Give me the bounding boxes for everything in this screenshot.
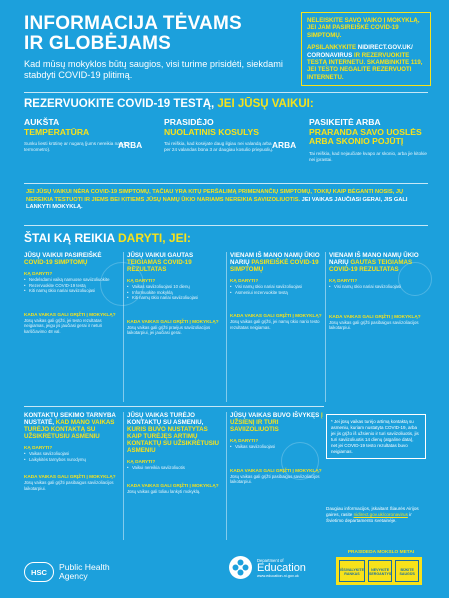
- list-item: • Laikykitės tarnybos nurodymų: [24, 457, 120, 463]
- list-item: • Visi namų ūkio nariai saviizoliuojasi: [329, 284, 425, 290]
- scenario-heading: [230, 412, 326, 433]
- scenario-travel: [230, 412, 326, 485]
- return-text: Jūsų vaikas gali grįžti pasibaigus saviizoliacijos laikotarpiui.: [329, 319, 419, 331]
- scenario-child-positive: [127, 252, 223, 336]
- title-line2: IR GLOBĖJAMS: [24, 33, 172, 54]
- note-text-highlight: JEI VAIKAS JAUČIASI GERAI, JIS GALI LANKYTI MOKYKLĄ.: [26, 196, 408, 211]
- page-subtitle: Kad mūsų mokyklos būtų saugios, visi turime prisidėti, siekdami stabdyti COVID-19 plitimą.: [24, 59, 283, 80]
- what-to-do-label: KĄ DARYTI?: [24, 445, 53, 450]
- back-to-school-badge: [336, 557, 422, 585]
- heading-white: JŪSŲ VAIKUI PASIREIŠKĖ: [24, 252, 102, 259]
- scenario-heading: [230, 252, 326, 273]
- column-divider: [226, 412, 227, 540]
- what-to-do-label: KĄ DARYTI?: [329, 278, 358, 283]
- list-item: • Kiti namų ūkio nariai saviizoliuojasi: [127, 295, 223, 301]
- hsc-name-line1: Public Health: [59, 561, 110, 572]
- heading-yellow: Į UŽSIENĮ IR TURI SAVIIZOLIUOTIS: [230, 412, 323, 433]
- return-text: Jūsų vaikas gali grįžti, jei testo rezultatas neigiamas, jeigu jis jaučiasi gerai ir neturi karščiavimo 48 val.: [24, 317, 103, 334]
- scenario-heading: [127, 412, 223, 454]
- list-item: • Asmeniui rezervuokite testą: [230, 290, 326, 296]
- heading-yellow: TEIGIAMAS COVID-19 REZULTATAS: [127, 259, 192, 273]
- symptom-description: Tai reiškia, kad nejaučiate kvapo ar skonio, arba jie kitokie nei įprastai.: [309, 150, 427, 162]
- list-item: • Vaikas saviizoliuojasi: [230, 444, 326, 450]
- column-divider: [325, 252, 326, 402]
- doe-website[interactable]: www.education-ni.gov.uk: [257, 573, 299, 578]
- doe-small-text: Department of: [257, 557, 284, 563]
- what-to-do-label: KĄ DARYTI?: [127, 278, 156, 283]
- actions-title: [24, 232, 434, 245]
- list-item: • Vaikui nereikia saviizoliuotis: [127, 465, 223, 471]
- return-label: KADA VAIKAS GALI GRĮŽTI Į MOKYKLĄ?: [230, 313, 322, 319]
- more-info-text: Daugiau informacijos, įskaitant Šiaurės Airijos gaires, rasite: [326, 506, 419, 517]
- hsc-name: [59, 563, 110, 582]
- list-item: • Kiti namų ūkio nariai saviizoliuojasi: [24, 288, 120, 294]
- scenario-contact-of-contact: [127, 412, 223, 494]
- list-item: • Informuokite mokyklą: [127, 290, 223, 296]
- flax-flower-icon: [229, 556, 252, 579]
- heading-yellow: PASIREIŠKĖ COVID-19 SIMPTOMŲ: [230, 259, 319, 273]
- more-info: [326, 506, 430, 524]
- scenario-heading: [127, 252, 223, 273]
- booking-title: [24, 98, 434, 111]
- hsc-name-line2: Agency: [59, 571, 88, 581]
- return-label: KADA VAIKAS GALI GRĮŽTI Į MOKYKLĄ?: [24, 311, 116, 317]
- heading-white: JŪSŲ VAIKUI GAUTAS: [127, 252, 194, 259]
- actions-title-yellow: DARYTI, JEI:: [118, 231, 191, 245]
- return-text: Jūsų vaikas gali grįžti pasibaigus saviizoliacijos laikotarpiui.: [24, 480, 114, 491]
- heading-yellow: KURIS BUVO NUSTATYTAS KAIP TURĖJĘS ARTIMŲ KONTAKTŲ SU UŽSIKRĖTUSIU ASMENIU: [127, 426, 220, 454]
- list-item: • Nedelsdami vaiką namuose saviizoliuokite: [24, 277, 120, 283]
- callout-suffix: IR REZERVUOKITE TESTĄ INTERNETU. SKAMBINKITE 119, JEI TESTO NEGALITE REZERVUOTI INTERNETU.: [307, 51, 423, 81]
- heading-white: VIENAM IŠ MANO NAMŲ ŪKIO NARIŲ: [329, 252, 419, 266]
- more-info-text-2: ir Švietimo departamento svetainėje.: [326, 512, 412, 523]
- heading-white: JŪSŲ VAIKAS BUVO IŠVYKĘS: [230, 412, 321, 419]
- return-text: Jūsų vaikas gali grįžti pasibaigus saviizoliacijos laikotarpiui.: [230, 473, 320, 485]
- heading-white: KONTAKTŲ SEKIMO TARNYBA NUSTATĖ,: [24, 412, 116, 426]
- return-text: Jūsų vaikas gali grįžti, jei namų ūkio nario testo rezultatas neigiamas.: [230, 319, 320, 330]
- what-to-do-label: KĄ DARYTI?: [230, 438, 259, 443]
- divider: [24, 406, 324, 407]
- symptom-label: PASIKEITĖ ARBA: [309, 117, 381, 127]
- doe-big-text: Education: [257, 561, 306, 574]
- badge-item: NEVYKITE SERGANTYS: [368, 560, 392, 582]
- symptom-label: PRASIDĖJO: [164, 117, 214, 127]
- symptom-label-highlight: NUOLATINIS KOSULYS: [164, 126, 260, 137]
- heading-white: VIENAM IŠ MANO NAMŲ ŪKIO NARIŲ: [230, 252, 320, 266]
- callout-text-2: [307, 44, 425, 81]
- heading-yellow: KAD MANO VAIKAS TURĖJO KONTAKTĄ SU UŽSIKRĖTUSIU ASMENIU: [24, 419, 115, 440]
- callout-prefix: APSILANKYKITE: [307, 44, 358, 52]
- symptom-smell-taste: [309, 118, 429, 163]
- doe-name: [257, 558, 306, 578]
- scenario-heading: [329, 252, 425, 273]
- cold-symptoms-note: [26, 189, 426, 212]
- list-item: • Vaikas saviizoliuojasi 10 dienų: [127, 284, 223, 290]
- what-to-do-label: KĄ DARYTI?: [24, 271, 53, 276]
- callout-text-1: NELEISKITE SAVO VAIKO Į MOKYKLĄ, JEI JAM PASIREIŠKĖ COVID-19 SIMPTOMŲ.: [307, 17, 420, 39]
- list-item: • Visi namų ūkio nariai saviizoliuojasi: [230, 284, 326, 290]
- symptom-description: Tai reiškia, kad kosėjate daug ilgiau nei valandą arba per 24 valandas būna 3 ar daugiau kosulio priepuolių.: [164, 141, 274, 153]
- badge-item: IŠSIVALYKITE RANKAS: [339, 560, 365, 582]
- heading-yellow: COVID-19 SIMPTOMŲ: [24, 259, 88, 266]
- booking-title-yellow: JEI JŪSŲ VAIKUI:: [217, 98, 314, 110]
- scenario-heading: [24, 412, 120, 440]
- title-line1: INFORMACIJA TĖVAMS: [24, 13, 242, 34]
- what-to-do-label: KĄ DARYTI?: [127, 459, 156, 464]
- return-label: KADA VAIKAS GALI GRĮŽTI Į MOKYKLĄ?: [127, 318, 219, 324]
- more-info-link[interactable]: nidirect.gov.uk/coronavirus: [353, 512, 408, 517]
- scenario-contact-tracing: [24, 412, 120, 491]
- note-text: JEI JŪSŲ VAIKUI NĖRA COVID-19 SIMPTOMŲ, TAČIAU YRA KITŲ PERŠALIMĄ PRIMENANČIŲ SIMPTOMŲ, TOKIŲ KAIP BĖGANTI NOSIS, JŲ NEREIKIA TESTUOTI IR JIEMS BEI KITIEMS JŪSŲ NAMŲ ŪKIO NARIAMS NEREIKIA SAVIIZOLIUOTIS.: [26, 189, 404, 203]
- page-title: [24, 14, 294, 54]
- symptom-label-highlight: TEMPERATŪRA: [24, 126, 90, 137]
- symptom-description: Sunku liesti krūtinę ar nugarą (jums nereikia naudoti termometro).: [24, 141, 130, 153]
- column-divider: [123, 252, 124, 402]
- what-to-do-label: KĄ DARYTI?: [230, 278, 259, 283]
- scenario-household-positive: [329, 252, 425, 331]
- symptom-label: AUKŠTA: [24, 117, 60, 127]
- return-label: KADA VAIKAS GALI GRĮŽTI Į MOKYKLĄ?: [329, 313, 421, 319]
- heading-white: JŪSŲ VAIKAS TURĖJO KONTAKTŲ SU ASMENIU,: [127, 412, 204, 426]
- back-to-school-title: PRASIDEDA MOKSLO METAI: [347, 550, 415, 555]
- header: [24, 14, 294, 81]
- or-label: ARBA: [272, 140, 297, 150]
- divider: [24, 225, 428, 226]
- scenario-child-symptoms: [24, 252, 120, 335]
- divider: [24, 183, 428, 184]
- return-label: KADA VAIKAS GALI GRĮŽTI Į MOKYKLĄ?: [230, 467, 322, 473]
- callout-box: [301, 12, 431, 86]
- return-text: Jūsų vaikas gali grįžti praėjus saviizoliacijos laikotarpiui, jei jaučiasi gerai.: [127, 324, 211, 336]
- return-label: KADA VAIKAS GALI GRĮŽTI Į MOKYKLĄ?: [24, 474, 116, 480]
- booking-title-white: REZERVUOKITE COVID-19 TESTĄ,: [24, 98, 218, 110]
- scenario-heading: [24, 252, 120, 266]
- symptom-cough: [164, 118, 274, 154]
- or-label: ARBA: [118, 140, 143, 150]
- list-item: • Rezervuokite COVID-19 testą: [24, 283, 120, 289]
- divider: [24, 92, 428, 93]
- column-divider: [226, 252, 227, 402]
- symptom-label-highlight: PRARANDA SAVO UOSLĖS ARBA SKONIO POJŪTĮ: [309, 126, 422, 147]
- return-text: Jūsų vaikas gali toliau lankyti mokyklą.: [127, 488, 201, 494]
- return-label: KADA VAIKAS GALI GRĮŽTI Į MOKYKLĄ?: [127, 482, 219, 488]
- scenario-household-symptoms: [230, 252, 326, 330]
- list-item: • Vaikas saviizoliuojasi: [24, 451, 120, 457]
- hsc-logo-icon: HSC: [24, 562, 54, 582]
- hsc-logo-group: [24, 562, 110, 582]
- actions-title-white: ŠTAI KĄ REIKIA: [24, 231, 119, 245]
- badge-item: BŪKITE SAUGŪS: [395, 560, 419, 582]
- doe-logo-group: [229, 556, 306, 579]
- column-divider: [123, 412, 124, 540]
- heading-yellow: GAUTAS TEIGIAMAS COVID-19 REZULTATAS: [329, 259, 413, 273]
- isolation-info-box: * Jei jūsų vaikas turėjo artimą kontaktą su asmeniu, kuriam nustatyta COVID-19, arba jei jis grįžo iš užsienio ir turi saviizoliuotis, jis turi saviizoliuotis 14 dienų (atgaline data), net jei COVID-19 testo rezultatas buvo neigiamas.: [326, 414, 426, 459]
- callout-link[interactable]: NIDIRECT.GOV.UK/ CORONAVIRUS: [307, 44, 413, 59]
